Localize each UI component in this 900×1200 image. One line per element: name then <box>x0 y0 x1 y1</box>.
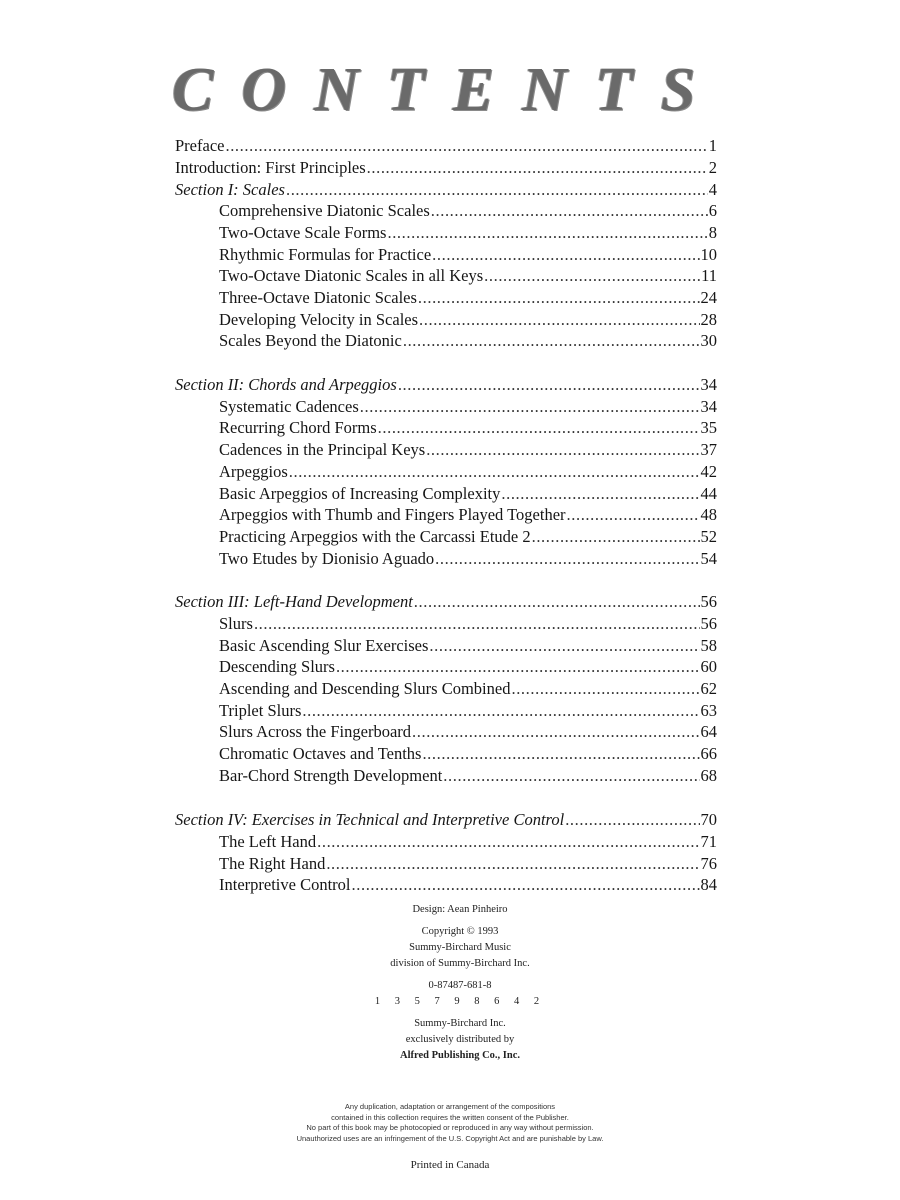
toc-entry <box>175 158 717 178</box>
toc-entry-label: Basic Ascending Slur Exercises <box>219 636 429 655</box>
legal-notice <box>200 1102 700 1144</box>
toc-entry <box>219 614 717 634</box>
dot-leader <box>418 288 700 308</box>
dot-leader <box>431 201 708 221</box>
toc-entry-label: The Right Hand <box>219 854 326 873</box>
toc-entry-page: 2 <box>708 158 717 177</box>
toc-entry-page: 52 <box>700 527 717 546</box>
dot-leader <box>511 679 699 699</box>
dot-leader <box>422 744 699 764</box>
toc-entry <box>219 331 717 351</box>
toc-section-entry <box>175 375 717 395</box>
toc-entry <box>219 679 717 699</box>
dot-leader <box>360 397 700 417</box>
toc-entry-page: 68 <box>700 766 717 785</box>
toc-entry-page: 34 <box>700 375 717 394</box>
toc-entry-label: Triplet Slurs <box>219 701 302 720</box>
toc-entry-label: Basic Arpeggios of Increasing Complexity <box>219 484 501 503</box>
printed-in-note: Printed in Canada <box>410 1159 490 1171</box>
legal-line: contained in this collection requires the written consent of the Publisher. <box>331 1112 569 1122</box>
toc-entry-page: 48 <box>700 505 717 524</box>
toc-entry-page: 37 <box>700 440 717 459</box>
page-title: CONTENTS <box>172 56 724 124</box>
toc-entry-label: Introduction: First Principles <box>175 158 366 177</box>
dot-leader <box>429 636 699 656</box>
dot-leader <box>336 657 700 677</box>
toc-entry-page: 34 <box>700 397 717 416</box>
toc-entry-page: 30 <box>700 331 717 350</box>
toc-section-entry <box>175 810 717 830</box>
dot-leader <box>367 158 708 178</box>
toc-entry-page: 54 <box>700 549 717 568</box>
toc-entry <box>175 136 717 156</box>
toc-entry <box>219 418 717 438</box>
toc-entry-page: 8 <box>708 223 717 242</box>
dot-leader <box>435 549 699 569</box>
toc-entry-label: Preface <box>175 136 225 155</box>
toc-entry-label: Recurring Chord Forms <box>219 418 377 437</box>
distributor-name: Alfred Publishing Co., Inc. <box>400 1050 520 1061</box>
toc-entry-label: Two-Octave Scale Forms <box>219 223 387 242</box>
toc-entry-page: 4 <box>708 180 717 199</box>
toc-entry-label: Arpeggios with Thumb and Fingers Played Together <box>219 505 566 524</box>
toc-entry-label: Slurs Across the Fingerboard <box>219 722 412 741</box>
toc-entry <box>219 854 717 874</box>
toc-entry-label: Two Etudes by Dionisio Aguado <box>219 549 435 568</box>
toc-entry-label: Cadences in the Principal Keys <box>219 440 426 459</box>
toc-entry <box>219 440 717 460</box>
toc-entry-page: 76 <box>700 854 717 873</box>
toc-entry-label: Rhythmic Formulas for Practice <box>219 245 432 264</box>
toc-entry <box>219 722 717 742</box>
toc-entry <box>219 744 717 764</box>
toc-entry-label: Section II: Chords and Arpeggios <box>175 375 397 394</box>
toc-entry-label: Two-Octave Diatonic Scales in all Keys <box>219 266 484 285</box>
design-credit: Design: Aean Pinheiro <box>412 904 508 915</box>
toc-entry <box>219 766 717 786</box>
toc-entry-page: 11 <box>701 266 717 285</box>
toc-entry <box>219 505 717 525</box>
toc-entry <box>219 223 717 243</box>
toc-entry-label: Section IV: Exercises in Technical and Interpretive Control <box>175 810 565 829</box>
dot-leader <box>414 592 700 612</box>
toc-entry <box>219 832 717 852</box>
toc-entry-page: 42 <box>700 462 717 481</box>
dot-leader <box>302 701 699 721</box>
toc-section-entry <box>175 180 717 200</box>
toc-entry-page: 64 <box>700 722 717 741</box>
toc-entry-label: Three-Octave Diatonic Scales <box>219 288 417 307</box>
dot-leader <box>352 875 700 895</box>
dot-leader <box>254 614 700 634</box>
toc-entry <box>219 701 717 721</box>
dot-leader <box>326 854 699 874</box>
toc-entry-page: 66 <box>700 744 717 763</box>
toc-entry-label: Slurs <box>219 614 253 633</box>
copyright-line: Copyright © 1993 <box>421 926 499 937</box>
toc-entry-label: Developing Velocity in Scales <box>219 310 419 329</box>
dot-leader <box>419 310 699 330</box>
toc-entry-label: Ascending and Descending Slurs Combined <box>219 679 511 698</box>
toc-entry-page: 1 <box>708 136 717 155</box>
dot-leader <box>443 766 699 786</box>
toc-entry <box>219 527 717 547</box>
legal-line: Unauthorized uses are an infringement of the U.S. Copyright Act and are punishable by Law. <box>296 1133 604 1143</box>
dot-leader <box>412 722 699 742</box>
toc-entry-page: 58 <box>700 636 717 655</box>
toc-entry-page: 6 <box>708 201 717 220</box>
dot-leader <box>403 331 700 351</box>
legal-line: No part of this book may be photocopied or reproduced in any way without permission. <box>306 1123 594 1132</box>
isbn: 0-87487-681-8 <box>428 980 492 991</box>
toc-entry <box>219 462 717 482</box>
toc-entry-label: Scales Beyond the Diatonic <box>219 331 402 350</box>
toc-entry-page: 28 <box>700 310 717 329</box>
toc-entry-page: 84 <box>700 875 717 894</box>
dot-leader <box>567 505 700 525</box>
toc-entry-label: Bar-Chord Strength Development <box>219 766 443 785</box>
toc-entry <box>219 549 717 569</box>
toc-entry-label: Practicing Arpeggios with the Carcassi Etude 2 <box>219 527 531 546</box>
toc-entry-label: Comprehensive Diatonic Scales <box>219 201 430 220</box>
toc-entry <box>219 288 717 308</box>
toc-entry <box>219 201 717 221</box>
toc-entry-page: 71 <box>700 832 717 851</box>
dot-leader <box>317 832 699 852</box>
dot-leader <box>484 266 700 286</box>
toc-entry-page: 60 <box>700 657 717 676</box>
toc-entry-label: Arpeggios <box>219 462 288 481</box>
dot-leader <box>387 223 707 243</box>
toc-entry <box>219 266 717 286</box>
toc-entry-label: The Left Hand <box>219 832 317 851</box>
dot-leader <box>225 136 707 156</box>
toc-entry <box>219 657 717 677</box>
toc-entry-page: 24 <box>700 288 717 307</box>
toc-entry-page: 44 <box>700 484 717 503</box>
toc-entry-label: Section I: Scales <box>175 180 285 199</box>
credits-block <box>250 902 670 1064</box>
legal-line: Any duplication, adaptation or arrangement of the compositions <box>344 1102 556 1111</box>
printing-line: 1 3 5 7 9 8 6 4 2 <box>374 996 546 1007</box>
dot-leader <box>501 484 699 504</box>
toc-entry <box>219 397 717 417</box>
toc-entry <box>219 875 717 895</box>
dot-leader <box>398 375 700 395</box>
toc-entry-label: Descending Slurs <box>219 657 335 676</box>
toc-entry-page: 10 <box>700 245 717 264</box>
company-name: Summy-Birchard Inc. <box>414 1018 506 1029</box>
toc-entry-page: 70 <box>700 810 717 829</box>
dot-leader <box>426 440 699 460</box>
dot-leader <box>565 810 699 830</box>
toc-entry-label: Interpretive Control <box>219 875 351 894</box>
toc-entry-label: Chromatic Octaves and Tenths <box>219 744 422 763</box>
toc-entry <box>219 245 717 265</box>
toc-entry-page: 63 <box>700 701 717 720</box>
publisher-name: Summy-Birchard Music <box>409 942 511 953</box>
toc-entry-label: Systematic Cadences <box>219 397 359 416</box>
dot-leader <box>286 180 708 200</box>
toc-entry-label: Section III: Left-Hand Development <box>175 592 413 611</box>
toc-entry-page: 35 <box>700 418 717 437</box>
toc-entry-page: 62 <box>700 679 717 698</box>
dot-leader <box>432 245 699 265</box>
distribution-note: exclusively distributed by <box>405 1034 515 1045</box>
dot-leader <box>532 527 700 547</box>
dot-leader <box>289 462 700 482</box>
toc-entry <box>219 484 717 504</box>
toc-entry <box>219 636 717 656</box>
toc-entry <box>219 310 717 330</box>
publisher-division: division of Summy-Birchard Inc. <box>390 958 530 969</box>
dot-leader <box>378 418 700 438</box>
toc-entry-page: 56 <box>700 592 717 611</box>
toc-section-entry <box>175 592 717 612</box>
toc-entry-page: 56 <box>700 614 717 633</box>
